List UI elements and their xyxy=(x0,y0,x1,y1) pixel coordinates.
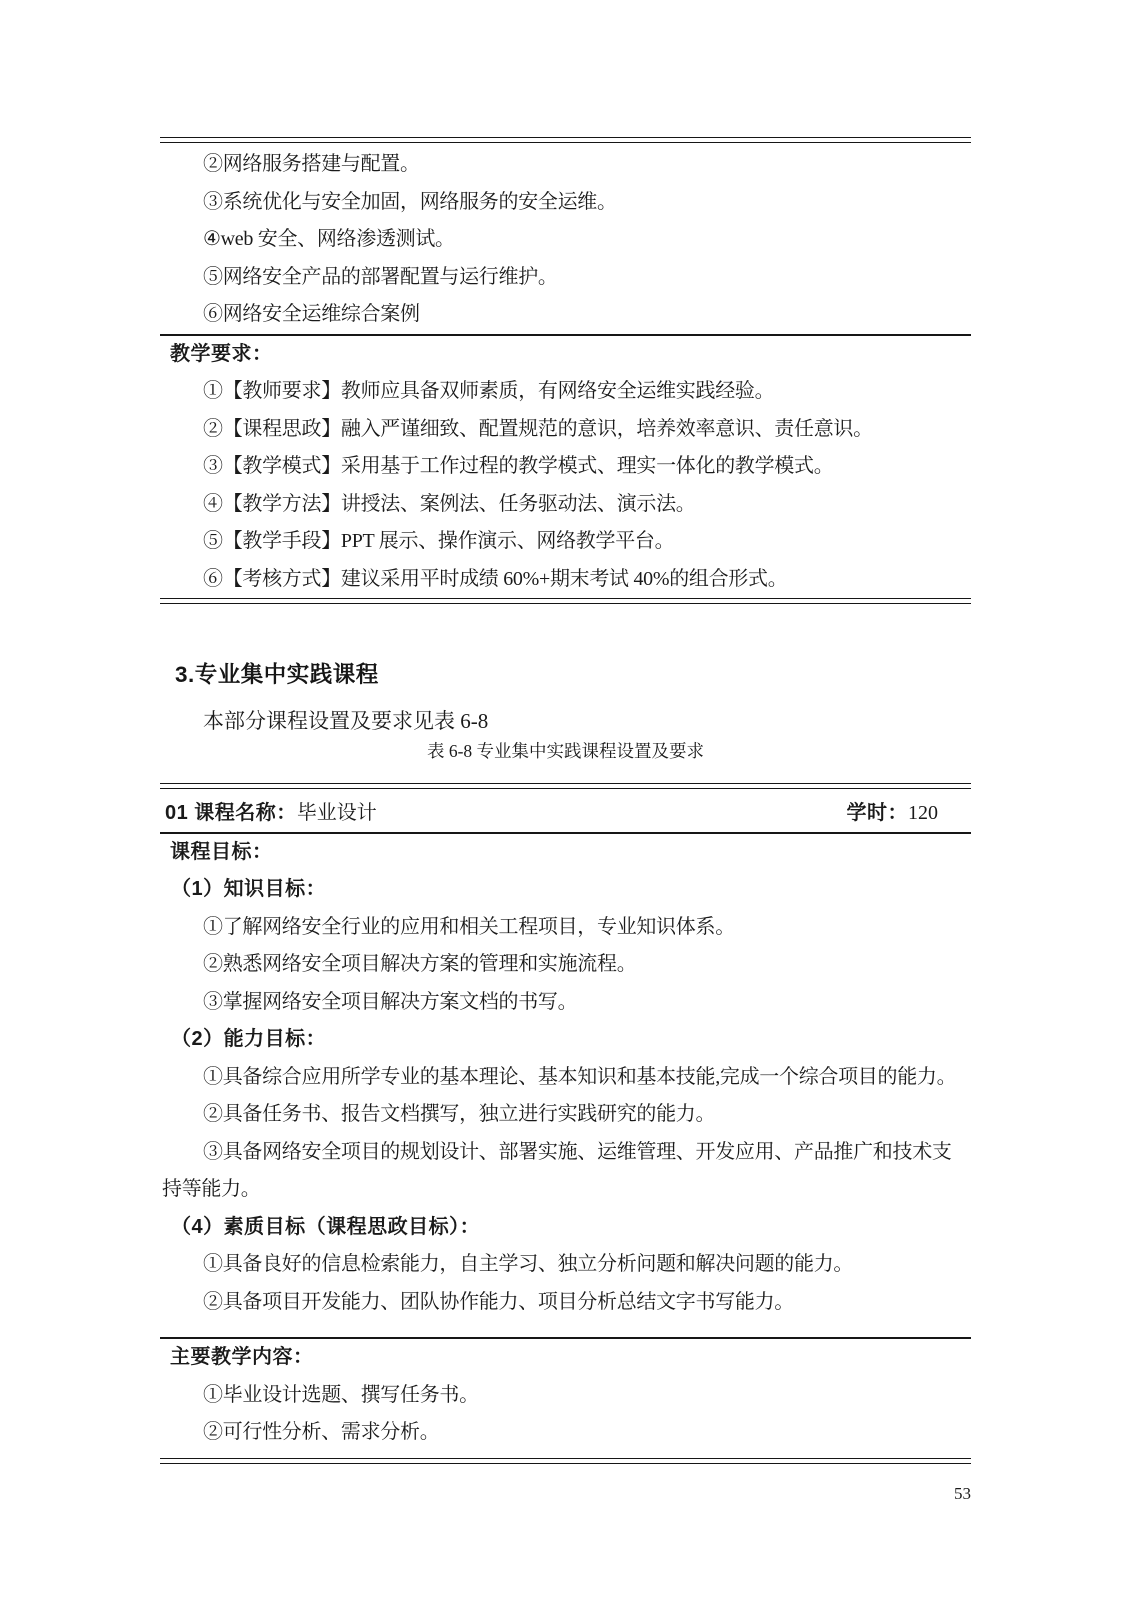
objective-item: ③具备网络安全项目的规划设计、部署实施、运维管理、开发应用、产品推广和技术支持等能力。 xyxy=(162,1140,952,1200)
objectives-label: 课程目标： xyxy=(170,840,273,863)
content-item: ⑥网络安全运维综合案例 xyxy=(203,303,420,325)
course-name-group xyxy=(165,796,377,825)
content-item: ④web 安全、网络渗透测试。 xyxy=(203,228,455,250)
objective-item: ①具备综合应用所学专业的基本理论、基本知识和基本技能,完成一个综合项目的能力。 xyxy=(203,1065,957,1088)
hours-value: 120 xyxy=(908,801,938,824)
page-content xyxy=(160,0,971,1464)
content-item: ⑤网络安全产品的部署配置与运行维护。 xyxy=(203,265,558,288)
course-no-label: 01 课程名称： xyxy=(165,801,297,824)
table-caption: 表 6-8 专业集中实践课程设置及要求 xyxy=(426,741,705,761)
requirement-item: ④【教学方法】讲授法、案例法、任务驱动法、演示法。 xyxy=(203,492,696,515)
hours-label: 学时： xyxy=(846,801,908,824)
main-content-item: ②可行性分析、需求分析。 xyxy=(203,1421,440,1443)
teaching-content-continued-cell xyxy=(160,143,971,334)
course-name-value: 毕业设计 xyxy=(296,801,377,824)
page-number: 53 xyxy=(954,1484,971,1503)
teaching-requirements-label: 教学要求： xyxy=(170,342,273,365)
requirement-item: ③【教学模式】采用基于工作过程的教学模式、理实一体化的教学模式。 xyxy=(203,455,834,477)
teaching-requirements-cell xyxy=(160,336,971,599)
objective-group-label: （2）能力目标： xyxy=(171,1028,327,1050)
main-content-label: 主要教学内容： xyxy=(170,1346,314,1368)
objective-item: ②具备任务书、报告文档撰写，独立进行实践研究的能力。 xyxy=(203,1103,716,1125)
main-content-item: ①毕业设计选题、撰写任务书。 xyxy=(203,1383,479,1406)
objective-item: ③掌握网络安全项目解决方案文档的书写。 xyxy=(203,990,578,1013)
objective-item: ②熟悉网络安全项目解决方案的管理和实施流程。 xyxy=(203,953,637,975)
requirement-item: ⑥【考核方式】建议采用平时成绩 60%+期末考试 40%的组合形式。 xyxy=(203,567,788,590)
table-border-bottom xyxy=(160,598,971,604)
objective-group-label: （1）知识目标： xyxy=(171,878,327,900)
objective-item: ①具备良好的信息检索能力，自主学习、独立分析问题和解决问题的能力。 xyxy=(203,1253,854,1275)
requirement-item: ⑤【教学手段】PPT 展示、操作演示、网络教学平台。 xyxy=(203,530,675,552)
objective-group-label: （4）素质目标（课程思政目标）： xyxy=(171,1215,481,1238)
table68-border-bottom xyxy=(160,1458,971,1464)
course-hours-group xyxy=(847,796,939,825)
objective-item: ②具备项目开发能力、团队协作能力、项目分析总结文字书写能力。 xyxy=(203,1290,794,1313)
requirement-item: ①【教师要求】教师应具备双师素质，有网络安全运维实践经验。 xyxy=(203,380,775,402)
course-objectives-cell xyxy=(160,834,971,1338)
content-item: ②网络服务搭建与配置。 xyxy=(203,153,420,175)
objective-item: ①了解网络安全行业的应用和相关工程项目，专业知识体系。 xyxy=(203,915,735,938)
content-item: ③系统优化与安全加固，网络服务的安全运维。 xyxy=(203,190,617,213)
section-intro: 本部分课程设置及要求见表 6-8 xyxy=(203,709,489,733)
section-heading: 3.专业集中实践课程 xyxy=(175,662,379,687)
requirement-item: ②【课程思政】融入严谨细致、配置规范的意识，培养效率意识、责任意识。 xyxy=(203,417,873,440)
main-teaching-content-cell xyxy=(160,1339,971,1458)
course-header-row xyxy=(160,789,971,832)
